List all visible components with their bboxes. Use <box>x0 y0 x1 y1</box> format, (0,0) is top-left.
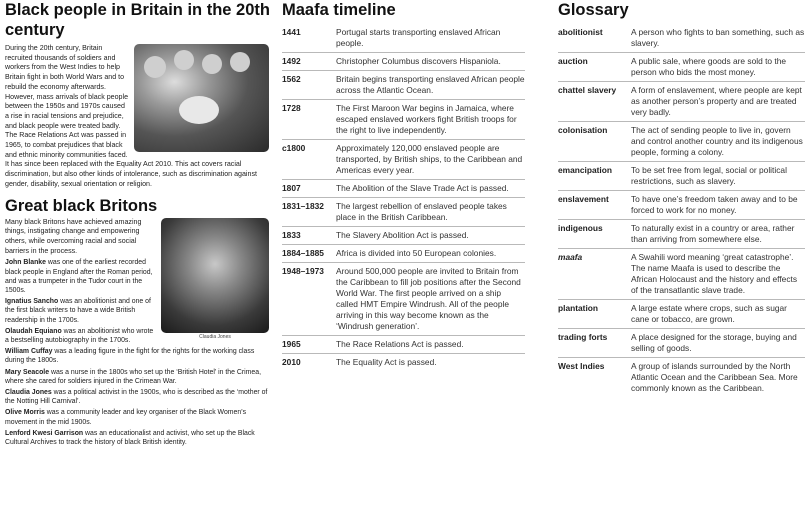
timeline-event: Portugal starts transporting enslaved African people. <box>336 27 501 48</box>
person-description: was an abolitionist who wrote a bestselling autobiography in the 1700s. <box>5 327 154 344</box>
glossary-term: abolitionist <box>558 27 603 37</box>
photo-caption: Claudia Jones <box>199 333 231 340</box>
glossary-definition: A place designed for the storage, buying and selling of goods. <box>631 332 797 353</box>
person-name: Mary Seacole <box>5 368 50 376</box>
timeline-event: Africa is divided into 50 European colonies. <box>336 248 497 258</box>
timeline-event: Around 500,000 people are invited to Britain from the Caribbean to fill job positions after the Second World War. The first people arrived on a ship called HMT Empire Windrush. All of the people arriving in this way become known as the ‘Windrush generation’. <box>336 266 521 331</box>
glossary-term: emancipation <box>558 165 612 175</box>
timeline-year: 1807 <box>282 183 301 193</box>
section-title-great-black-britons: Great black Britons <box>5 196 158 215</box>
glossary-row <box>558 52 805 81</box>
person-entry <box>5 429 270 447</box>
person-name: William Cuffay <box>5 348 53 356</box>
timeline-row <box>282 197 525 226</box>
person-name: John Blanke <box>5 259 46 267</box>
glossary-term: West Indies <box>558 361 605 371</box>
timeline-row <box>282 99 525 139</box>
timeline-row <box>282 24 525 52</box>
person-name: Olive Morris <box>5 409 45 417</box>
glossary-term: colonisation <box>558 125 608 135</box>
glossary-definition: A large estate where crops, such as sugar cane or tobacco, are grown. <box>631 303 787 324</box>
timeline-row <box>282 262 525 335</box>
glossary-title: Glossary <box>558 1 629 19</box>
glossary-definition: A person who fights to ban something, such as slavery. <box>631 27 805 48</box>
glossary-term: trading forts <box>558 332 608 342</box>
section1-paragraph: During the 20th century, Britain recruited thousands of soldiers and workers from the West Indies to help Britain fight in both World Wars and to rebuild the economy afterwards. However, mass arrivals of black people between the 1950s and 1970s caused a rise in racial tensions and prejudice, and black people were treated badly. The Race Relations Act was passed in 1965, to combat prejudices that black and ethnic minority communities faced. It has since been replaced with the Equality Act 2010. This act covers racial discrimination, but also other kinds of intolerance, such as discrimination against gender, disability, sexual orientation or religion. <box>5 44 257 188</box>
person-description: was a nurse in the 1800s who set up the ‘British Hotel’ in the Crimea, where she cared for soldiers injured in the Crimean War. <box>5 368 261 385</box>
glossary-definition: A form of enslavement, where people are kept as another person’s property and are treated very badly. <box>631 85 802 117</box>
glossary-definition: A public sale, where goods are sold to the person who bids the most money. <box>631 56 787 77</box>
glossary-definition: A group of islands surrounded by the North Atlantic Ocean and the Caribbean Sea. More commonly known as the Caribbean. <box>631 361 798 393</box>
glossary-definition: A Swahili word meaning ‘great catastrophe’. The name Maafa is used to describe the African Holocaust and the history and effects of the transatlantic slave trade. <box>631 252 798 295</box>
glossary-row <box>558 219 805 248</box>
timeline-event: Britain begins transporting enslaved African people across the Atlantic Ocean. <box>336 74 525 95</box>
glossary-row <box>558 299 805 328</box>
timeline-row <box>282 244 525 262</box>
timeline-event: The Race Relations Act is passed. <box>336 339 464 349</box>
timeline-year: 1728 <box>282 103 301 113</box>
timeline-row <box>282 70 525 99</box>
glossary-term: maafa <box>558 252 583 262</box>
timeline-year: 1441 <box>282 27 301 37</box>
glossary-row <box>558 248 805 299</box>
timeline-year: 1492 <box>282 56 301 66</box>
glossary-row <box>558 190 805 219</box>
glossary-term: chattel slavery <box>558 85 617 95</box>
timeline-event: The First Maroon War begins in Jamaica, where escaped enslaved workers fight British troops for the right to live independently. <box>336 103 517 135</box>
timeline-event: The Equality Act is passed. <box>336 357 437 367</box>
section-title-20th-century: Black people in Britain in the 20th century <box>5 1 270 39</box>
person-name: Claudia Jones <box>5 389 52 396</box>
person-description: was one of the earliest recorded black people in England after the Roman period, and was a trumpeter in the Tudor court in the 1500s. <box>5 259 153 294</box>
person-entry <box>5 368 270 386</box>
person-description: was a leading figure in the fight for the rights for the working class during the 1800s. <box>5 348 255 365</box>
timeline-row <box>282 353 525 371</box>
timeline-event: Christopher Columbus discovers Hispaniola. <box>336 56 501 66</box>
timeline-year: 1965 <box>282 339 301 349</box>
section2-intro: Many black Britons have achieved amazing things, instigating change and empowering others, while overcoming racial and social barriers in the process. <box>5 217 142 255</box>
glossary-definition: To naturally exist in a country or area, rather than arriving from somewhere else. <box>631 223 795 244</box>
timeline-row <box>282 226 525 244</box>
glossary-row <box>558 357 805 397</box>
timeline-year: 2010 <box>282 357 301 367</box>
right-column <box>558 0 805 397</box>
glossary-row <box>558 161 805 190</box>
timeline-title: Maafa timeline <box>282 1 396 19</box>
timeline-event: The Slavery Abolition Act is passed. <box>336 230 469 240</box>
left-column <box>5 0 270 447</box>
timeline-table <box>282 24 525 371</box>
person-description: was a community leader and key organiser of the Black Women’s movement in the mid 1900s. <box>5 409 247 426</box>
person-name: Olaudah Equiano <box>5 327 62 335</box>
person-name: Lenford Kwesi Garrison <box>5 429 84 437</box>
timeline-year: 1831–1832 <box>282 201 324 211</box>
timeline-year: 1948–1973 <box>282 266 324 276</box>
timeline-row <box>282 52 525 70</box>
glossary-definition: The act of sending people to live in, govern and control another country and its indigenous people, forming a colony. <box>631 125 803 157</box>
glossary-definition: To have one’s freedom taken away and to be forced to work for no money. <box>631 194 798 215</box>
glossary-term: plantation <box>558 303 599 313</box>
person-name: Ignatius Sancho <box>5 298 59 306</box>
timeline-row <box>282 139 525 179</box>
claudia-jones-photo <box>161 218 269 333</box>
timeline-year: 1833 <box>282 230 301 240</box>
timeline-year: c1800 <box>282 143 306 153</box>
nurses-photo <box>134 44 269 152</box>
person-description: was an abolitionist and one of the first black writers to have a wide British readership in the 1700s. <box>5 298 151 324</box>
timeline-year: 1884–1885 <box>282 248 324 258</box>
glossary-table <box>558 24 805 397</box>
glossary-definition: To be set free from legal, social or political restrictions, such as slavery. <box>631 165 787 186</box>
timeline-event: Approximately 120,000 enslaved people are transported, by British ships, to the Caribbean and Americas every year. <box>336 143 523 175</box>
glossary-row <box>558 121 805 161</box>
timeline-year: 1562 <box>282 74 301 84</box>
glossary-term: auction <box>558 56 588 66</box>
glossary-term: indigenous <box>558 223 603 233</box>
glossary-row <box>558 24 805 52</box>
timeline-row <box>282 335 525 353</box>
timeline-event: The Abolition of the Slave Trade Act is passed. <box>336 183 509 193</box>
person-entry <box>5 388 270 406</box>
timeline-row <box>282 179 525 197</box>
person-entry <box>5 408 270 426</box>
middle-column <box>282 0 525 371</box>
person-description: was an educationalist and activist, who set up the Black Cultural Archives to track the history of black British identity. <box>5 429 255 447</box>
timeline-event: The largest rebellion of enslaved people takes place in the British Caribbean. <box>336 201 507 222</box>
glossary-term: enslavement <box>558 194 609 204</box>
glossary-row <box>558 328 805 357</box>
person-entry <box>5 347 270 365</box>
glossary-row <box>558 81 805 121</box>
person-description: was a political activist in the 1900s, who is described as the ‘mother of the Notting Hill Carnival’. <box>5 389 268 406</box>
